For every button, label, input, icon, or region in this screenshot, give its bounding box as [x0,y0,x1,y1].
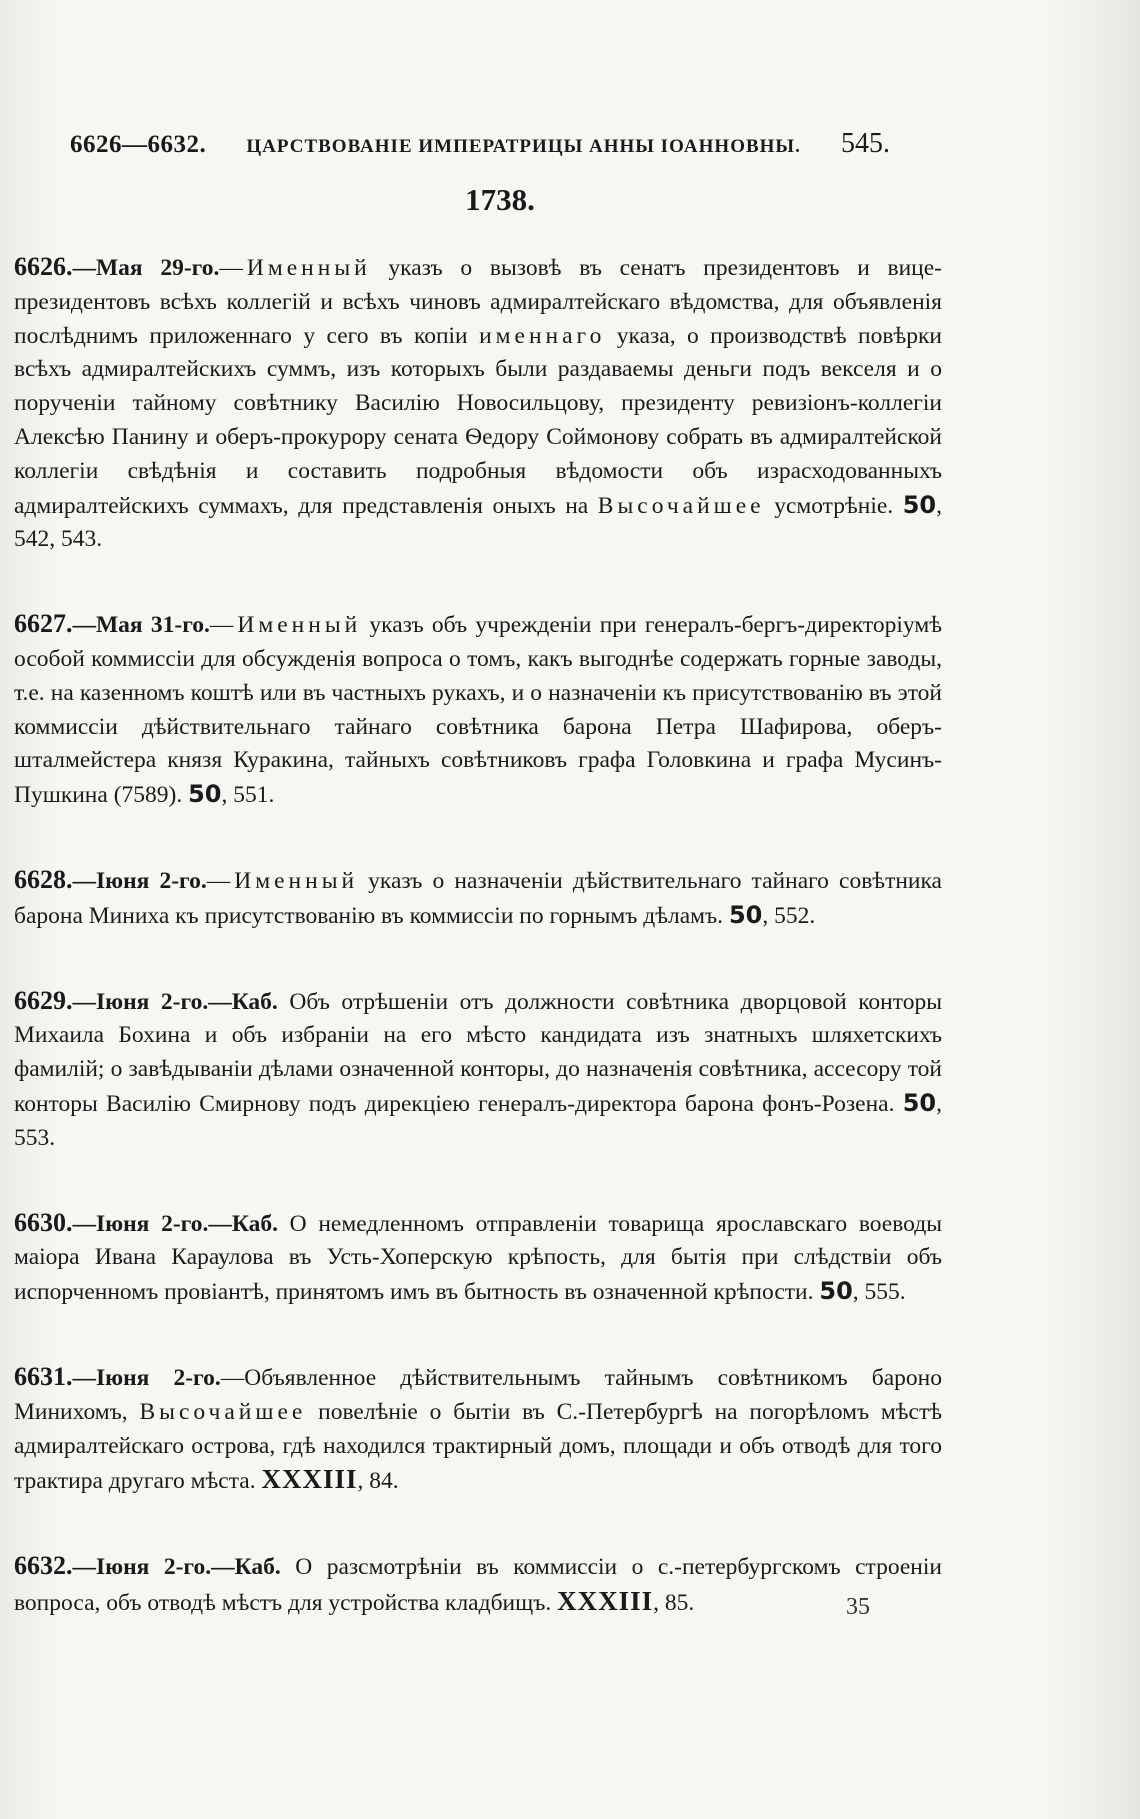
signature-mark: 35 [846,1594,870,1620]
entry-date: —Іюня 2-го. [72,1364,221,1391]
entry-range: 6626—6632. [70,131,207,158]
entry-kind: —Каб. [211,1554,281,1581]
entry-date: —Іюня 2-го. [72,988,209,1015]
entries-list [14,250,942,1671]
entry-6626 [14,250,942,557]
entry-text: Объ отрѣшеніи отъ должности совѣтника дворцовой конторы Михаила Бохина и объ избраніи на его мѣсто кандидата изъ знатныхъ шляхетскихъ фамилій; о завѣдываніи дѣлами означенной конторы, до назначенія совѣтника, ассесору той конторы Василію Смирнову подъ дирекціею генералъ-директора барона фонъ-Розена. [14,988,942,1117]
reference-pages: , 85. [653,1589,695,1616]
entry-date: —Іюня 2-го. [72,1210,209,1237]
reference-pages: , 555. [852,1279,906,1306]
running-header [70,128,890,160]
entry-text: указъ о назначеніи дѣйствительнаго тайнаго совѣтника барона Миниха къ присутствованію въ коммиссіи по горнымъ дѣламъ. [14,867,942,929]
reference-pages: , 551. [221,782,275,809]
entry-kind: —Каб. [208,988,278,1015]
entry-number: 6631. [14,1361,73,1391]
volume-reference: 50 [819,1277,853,1306]
entry-text: О разсмотрѣніи въ коммиссіи о с.-петербургскомъ строеніи вопроса, объ отводѣ мѣстъ для устройства кладбищъ. [14,1554,942,1616]
entry-date: —Іюня 2-го. [72,1554,212,1581]
entry-kind: —Именный [219,255,371,281]
reference-pages: , 84. [357,1468,399,1495]
entry-emphasis: именнаго [479,322,606,349]
entry-kind: —Каб. [208,1210,278,1237]
reference-pages: , 552. [762,902,816,929]
entry-kind: —Именный [209,612,362,639]
entry-kind: —Именный [206,867,359,894]
entry-number: 6629. [14,985,73,1015]
entry-text: О немедленномъ отправленіи товарища ярославскаго воеводы маіора Ивана Караулова въ Усть-Хоперскую крѣпость, для бытія при слѣдствіи объ испорченномъ провіантѣ, принятомъ имъ въ бытность въ означенной крѣпости. [14,1210,942,1306]
entry-number: 6632. [14,1551,73,1581]
running-title: ЦАРСТВОВАНІЕ ИМПЕРАТРИЦЫ АННЫ ІОАННОВНЫ. [246,136,801,157]
entry-6632 [14,1549,942,1621]
entry-text-end: усмотрѣніе. [764,492,903,519]
entry-text: указъ о вызовѣ въ сенатъ президентовъ и вице-президентовъ всѣхъ коллегій и всѣхъ чиновъ адмиралтейскаго вѣдомства, для объявленія послѣднимъ приложеннаго у сего въ копіи [14,255,943,349]
entry-number: 6627. [14,609,73,639]
volume-reference: 50 [188,780,222,809]
volume-reference: 50 [728,900,763,929]
entry-date: —Іюня 2-го. [72,867,207,894]
volume-reference: 50 [902,490,937,519]
entry-emphasis-2: Высочайшее [597,492,765,519]
entry-6627 [14,607,942,813]
year-heading: 1738. [465,182,535,217]
reference-pages: , 553. [14,1090,942,1151]
reference-pages: , 542, 543. [14,492,942,553]
entry-date: —Мая 29-го. [72,255,220,281]
volume-reference: XXXIII [557,1585,654,1616]
entry-6629 [14,984,942,1156]
entry-number: 6628. [14,864,73,894]
entry-number: 6630. [14,1207,73,1237]
entry-number: 6626. [14,252,73,281]
entry-6631 [14,1360,942,1499]
entry-text: дѣйствительнымъ тайнымъ совѣтникомъ бароно Минихомъ, [14,1364,942,1425]
entry-text: указъ объ учрежденіи при генералъ-бергъ-директоріумѣ особой коммиссіи для обсужденія вопроса о томъ, какъ выгоднѣе содержать горные заводы, т.е. на казенномъ коштѣ или въ частныхъ рукахъ, и о назначеніи къ присутствованію въ этой коммиссіи дѣйствительнаго тайнаго совѣтника барона Петра Шафирова, оберъ-шталмейстера князя Куракина, тайныхъ совѣтниковъ графа Головкина и графа Мусинъ-Пушкина (7589). [14,612,942,809]
volume-reference: XXXIII [261,1464,358,1495]
entry-text-cont: указа, о производствѣ повѣрки всѣхъ адмиралтейскихъ суммъ, изъ которыхъ были раздаваемы деньги подъ векселя и о порученіи тайному совѣтнику Василію Новосильцову, президенту ревизіонъ-коллегіи Алексѣю Панину и оберъ-прокурору сената Ѳедору Соймонову собрать въ адмиралтейской коллегіи свѣдѣнія и составить подробныя вѣдомости объ израсходованныхъ адмиралтейскихъ суммахъ, для представленія оныхъ на [14,322,942,519]
entry-6628 [14,863,942,934]
entry-kind: —Объявленное [220,1364,377,1391]
entry-emphasis: Высочайшее [139,1398,307,1425]
entry-date: —Мая 31-го. [72,612,210,639]
volume-reference: 50 [902,1088,937,1117]
entry-text-cont: повелѣніе о бытіи въ С.-Петербургѣ на погорѣломъ мѣстѣ адмиралтейскаго острова, гдѣ находился трактирный домъ, площади и объ отводѣ для того трактира другаго мѣста. [14,1398,942,1495]
entry-6630 [14,1206,942,1310]
page-number: 545. [840,128,890,159]
